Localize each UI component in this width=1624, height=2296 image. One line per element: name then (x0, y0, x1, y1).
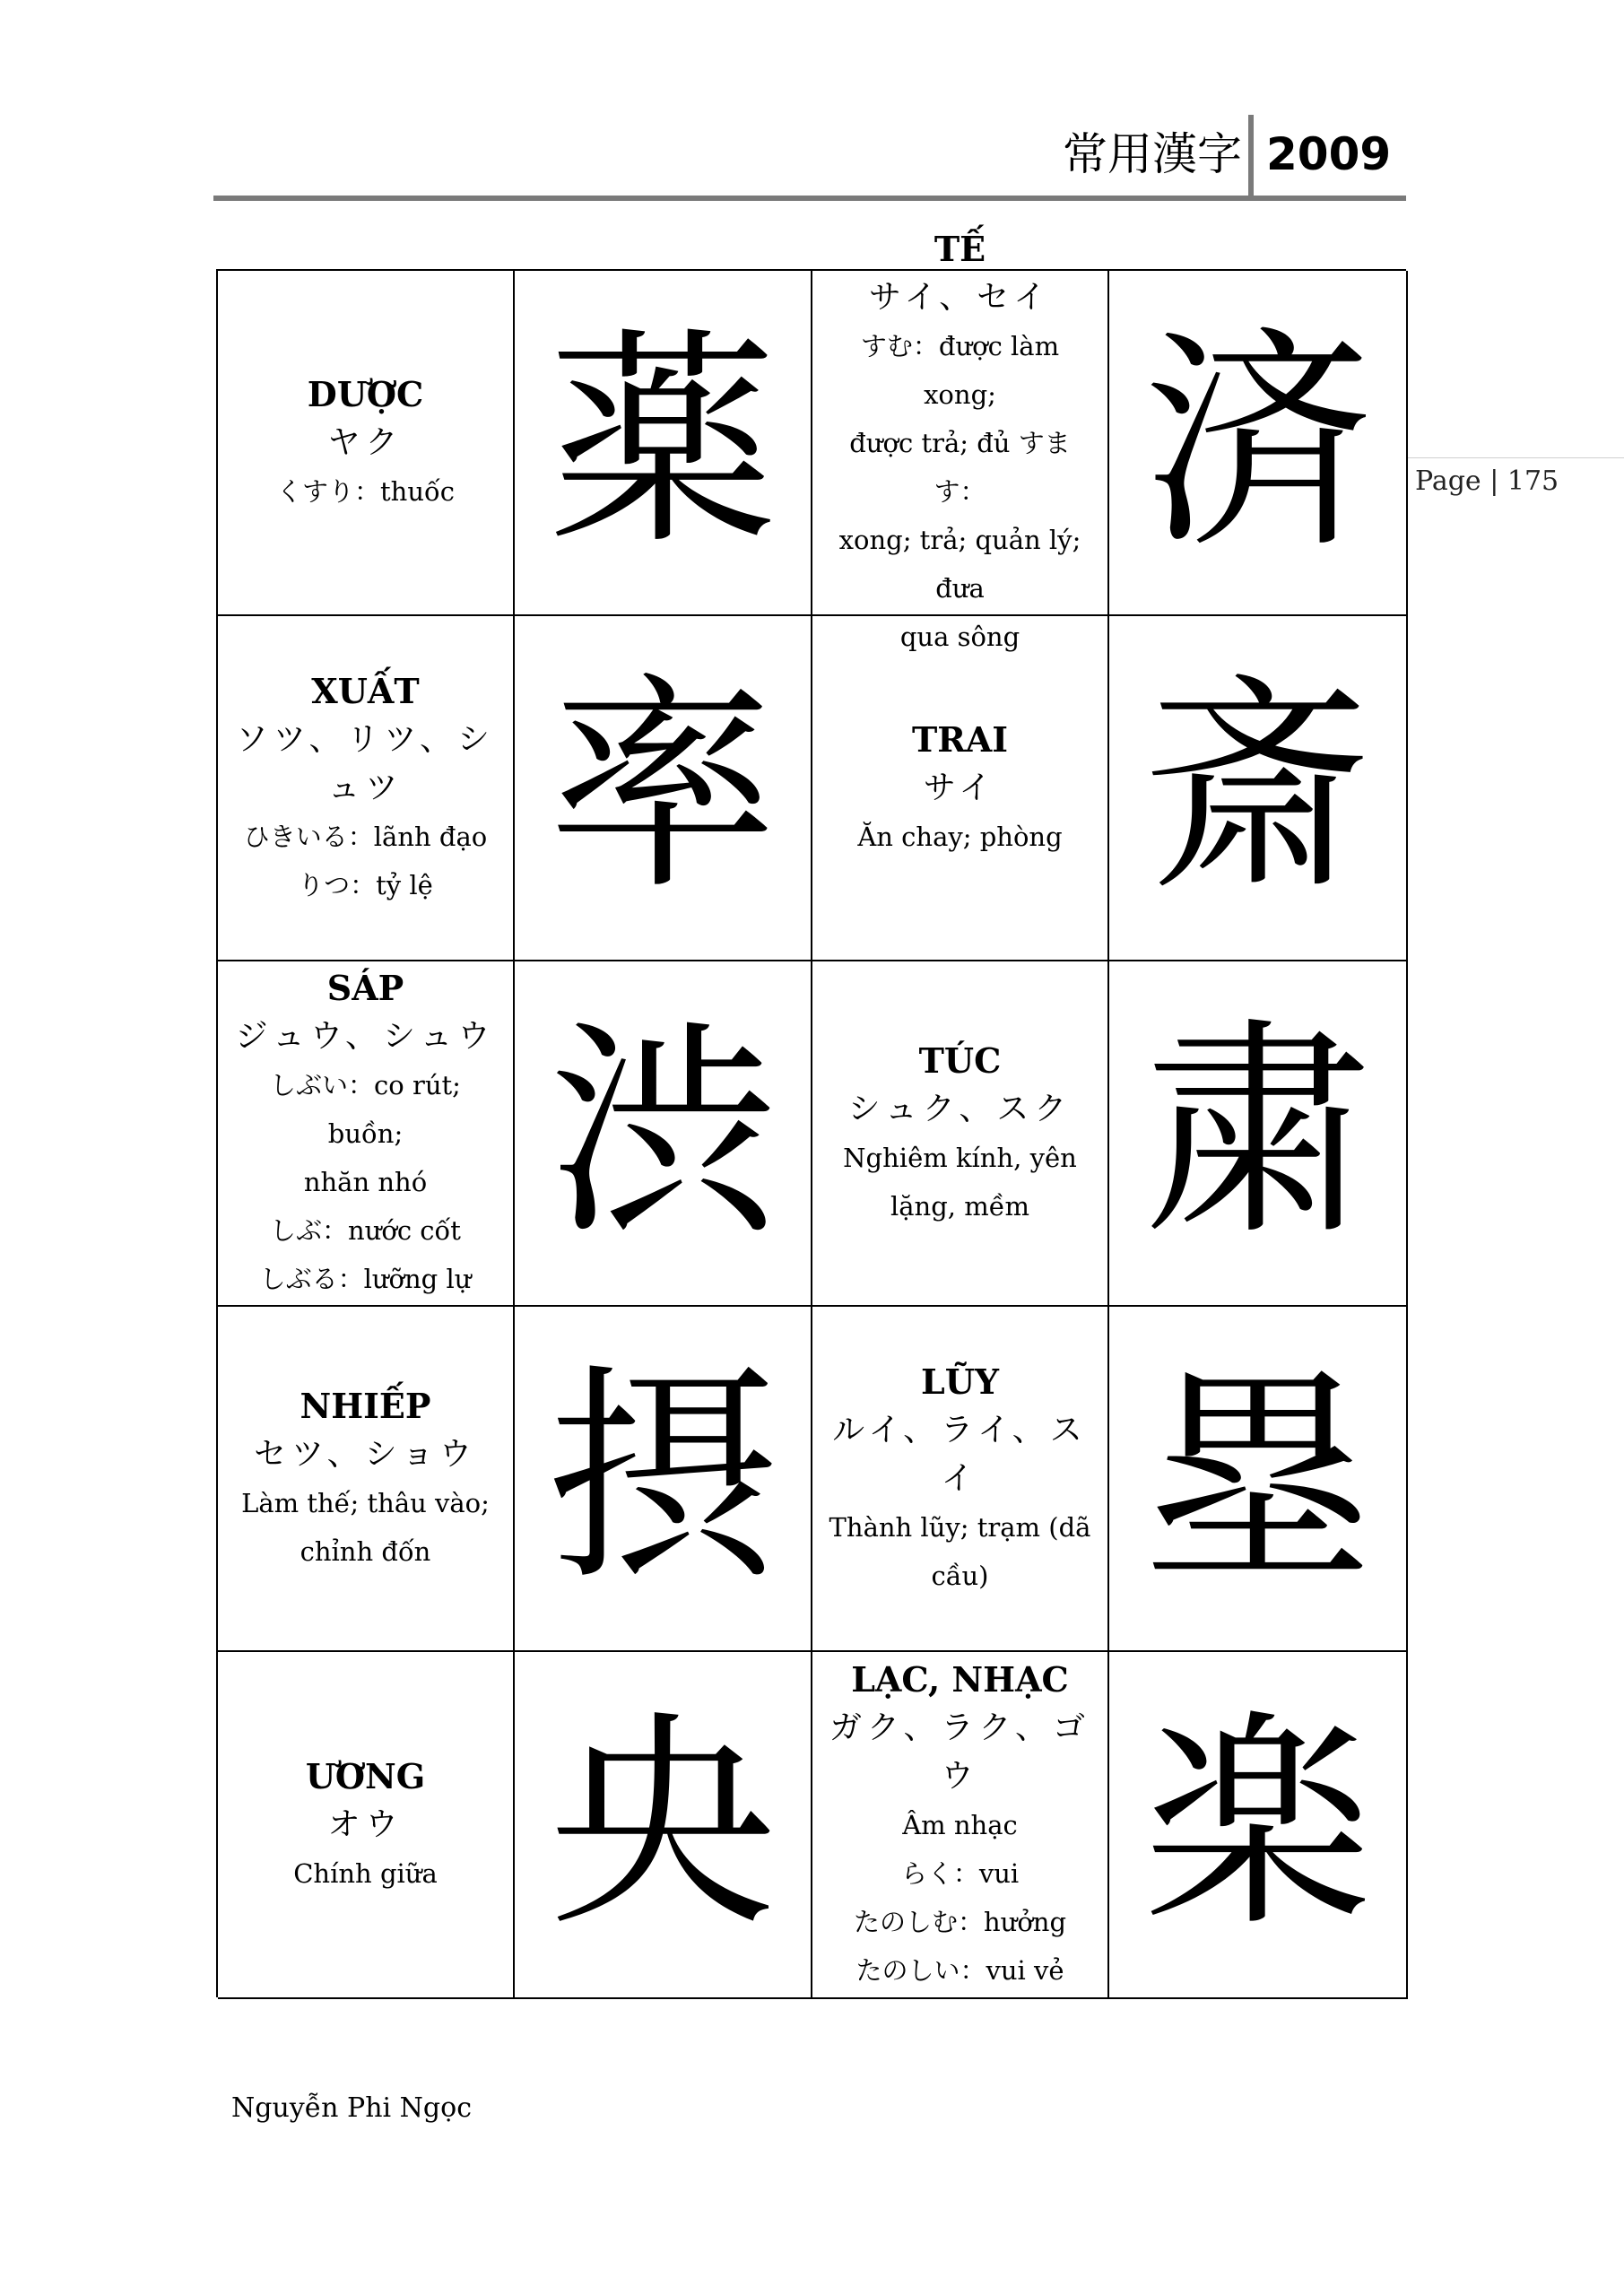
meaning-line: たのしむ：hưởng (853, 1906, 1067, 1937)
on-reading: サイ、セイ (868, 278, 1052, 316)
header-divider (1248, 115, 1254, 201)
han-viet-reading: XUẤT (311, 670, 420, 711)
han-viet-reading: SÁP (326, 967, 404, 1008)
kanji-character: 楽 (1142, 1692, 1372, 1958)
han-viet-reading: NHIẾP (300, 1385, 431, 1426)
header-title: 常用漢字 (1063, 128, 1242, 180)
meaning-line: lặng, mềm (890, 1190, 1030, 1222)
kanji-glyph-cell (515, 271, 812, 616)
kanji-glyph-cell (1109, 1307, 1408, 1652)
meaning-line: たのしい：vui vẻ (855, 1954, 1064, 1986)
kanji-glyph-cell (1109, 271, 1408, 616)
kanji-glyph-cell (1109, 1652, 1408, 1999)
kanji-character: 摂 (548, 1345, 777, 1612)
meaning-line: nhăn nhó (303, 1166, 428, 1197)
kanji-glyph-cell (515, 961, 812, 1307)
han-viet-reading: TRAI (911, 718, 1009, 760)
on-reading: サイ (923, 769, 997, 806)
on-reading: シュク、スク (847, 1090, 1073, 1127)
meaning-line: Âm nhạc (902, 1809, 1018, 1840)
kanji-glyph-cell (1109, 616, 1408, 961)
kanji-character: 渋 (548, 1000, 777, 1266)
han-viet-reading: TẾ (934, 228, 986, 269)
on-reading: ガク、ラク、ゴウ (829, 1709, 1091, 1795)
han-viet-reading: LẠC, NHẠC (851, 1658, 1069, 1700)
meaning-line: ひきいる：lãnh đạo (243, 821, 488, 852)
kanji-character: 率 (548, 655, 777, 921)
kanji-glyph-cell (515, 616, 812, 961)
header-rule (213, 196, 1406, 201)
kanji-character: 央 (548, 1692, 777, 1958)
kanji-glyph-cell (515, 1307, 812, 1652)
kanji-character: 済 (1142, 309, 1372, 576)
meaning-line: らく：vui (900, 1857, 1020, 1889)
kanji-info-cell (812, 616, 1109, 961)
meaning-line: Nghiêm kính, yên (843, 1142, 1077, 1173)
meaning-line: すむ：được làm xong; (860, 330, 1060, 410)
kanji-character: 粛 (1142, 1000, 1372, 1266)
on-reading: オウ (327, 1805, 404, 1843)
meaning-line: Chính giữa (293, 1857, 438, 1889)
meaning-line: しぶ：nước cốt (270, 1214, 461, 1246)
meaning-line: しぶる：lưỡng lự (259, 1263, 472, 1294)
page-number: Page | 175 (1415, 465, 1559, 497)
kanji-glyph-cell (515, 1652, 812, 1999)
han-viet-reading: LŨY (921, 1361, 999, 1402)
kanji-character: 塁 (1142, 1345, 1372, 1612)
on-reading: ルイ、ライ、スイ (832, 1411, 1088, 1497)
kanji-info-cell (812, 1652, 1109, 1999)
kanji-info-cell (218, 616, 515, 961)
kanji-card-grid (216, 228, 1406, 1997)
kanji-info-cell (218, 961, 515, 1307)
meaning-line: cầu) (931, 1560, 989, 1591)
meaning-line: xong; trả; quản lý; đưa (838, 524, 1081, 604)
page-number-rule (1406, 457, 1624, 458)
kanji-character: 斎 (1142, 655, 1372, 921)
on-reading: ソツ、リツ、シュツ (236, 720, 495, 806)
kanji-info-cell (812, 961, 1109, 1307)
han-viet-reading: TÚC (918, 1039, 1002, 1081)
meaning-line: しぶい：co rút; buồn; (270, 1069, 461, 1149)
han-viet-reading: DƯỢC (307, 373, 424, 414)
kanji-glyph-cell (1109, 961, 1408, 1307)
header-year: 2009 (1266, 128, 1392, 180)
kanji-info-cell (812, 1307, 1109, 1652)
meaning-line: qua sông (899, 621, 1020, 652)
kanji-info-cell (218, 271, 515, 616)
on-reading: ジュウ、シュウ (235, 1017, 496, 1055)
on-reading: ヤク (327, 423, 404, 461)
meaning-line: Thành lũy; trạm (dã (829, 1511, 1091, 1543)
kanji-info-cell (218, 1652, 515, 1999)
kanji-info-cell (218, 1307, 515, 1652)
meaning-line: りつ：tỷ lệ (298, 869, 433, 900)
on-reading: セツ、ショウ (254, 1435, 477, 1473)
meaning-line: くすり：thuốc (276, 475, 455, 507)
meaning-line: Làm thế; thâu vào; (241, 1487, 490, 1518)
kanji-info-cell (812, 228, 1109, 652)
footer-author: Nguyễn Phi Ngọc (231, 2092, 472, 2124)
meaning-line: chỉnh đốn (300, 1535, 431, 1567)
meaning-line: Ăn chay; phòng (857, 821, 1063, 852)
meaning-line: được trả; đủ すます： (849, 427, 1071, 507)
kanji-character: 薬 (548, 309, 777, 576)
han-viet-reading: ƯƠNG (305, 1755, 426, 1796)
